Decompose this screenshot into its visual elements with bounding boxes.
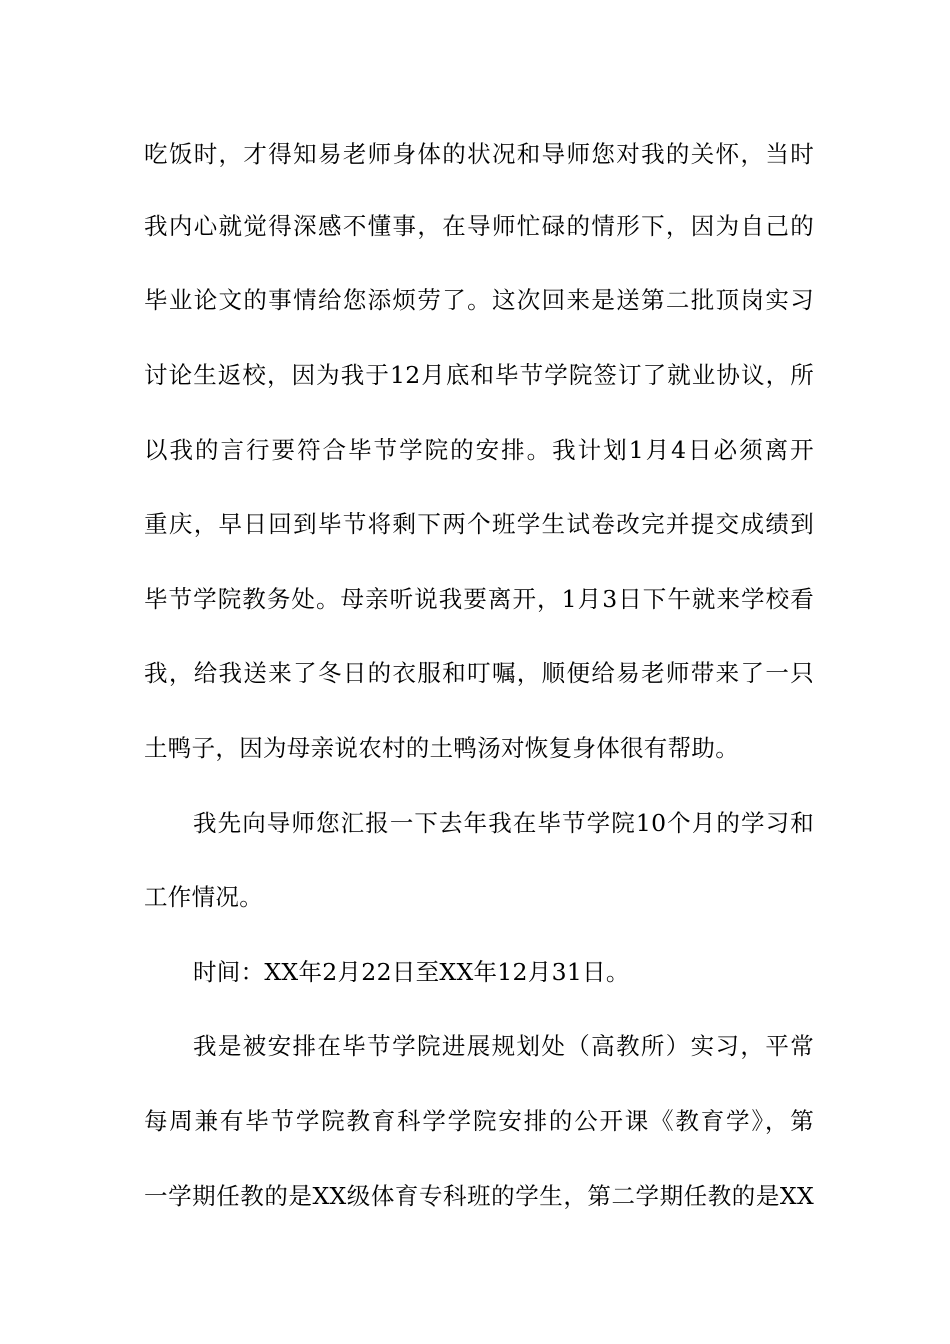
text-line: 重庆，早日回到毕节将剩下两个班学生试卷改完并提交成绩到 — [144, 510, 814, 538]
text-line: 以我的言行要符合毕节学院的安排。我计划1月4日必须离开 — [144, 436, 814, 464]
text-line: 我内心就觉得深感不懂事，在导师忙碌的情形下，因为自己的 — [144, 212, 814, 240]
text-line: 我，给我送来了冬日的衣服和叮嘱，顺便给易老师带来了一只 — [144, 659, 814, 687]
text-line: 我先向导师您汇报一下去年我在毕节学院10个月的学习和 — [193, 809, 814, 837]
text-line: 讨论生返校，因为我于12月底和毕节学院签订了就业协议，所 — [144, 361, 814, 389]
text-line: 吃饭时，才得知易老师身体的状况和导师您对我的关怀，当时 — [144, 140, 814, 168]
text-line: 土鸭子，因为母亲说农村的土鸭汤对恢复身体很有帮助。 — [144, 734, 739, 762]
text-line: 每周兼有毕节学院教育科学学院安排的公开课《教育学》，第 — [144, 1107, 814, 1135]
text-line: 工作情况。 — [144, 883, 263, 911]
text-line: 毕节学院教务处。母亲听说我要离开，1月3日下午就来学校看 — [144, 585, 814, 613]
text-line: 一学期任教的是XX级体育专科班的学生，第二学期任教的是XX — [144, 1182, 814, 1210]
text-line: 我是被安排在毕节学院进展规划处（高教所）实习，平常 — [193, 1032, 814, 1060]
text-line: 毕业论文的事情给您添烦劳了。这次回来是送第二批顶岗实习 — [144, 286, 814, 314]
text-line: 时间：XX年2月22日至XX年12月31日。 — [193, 958, 630, 986]
